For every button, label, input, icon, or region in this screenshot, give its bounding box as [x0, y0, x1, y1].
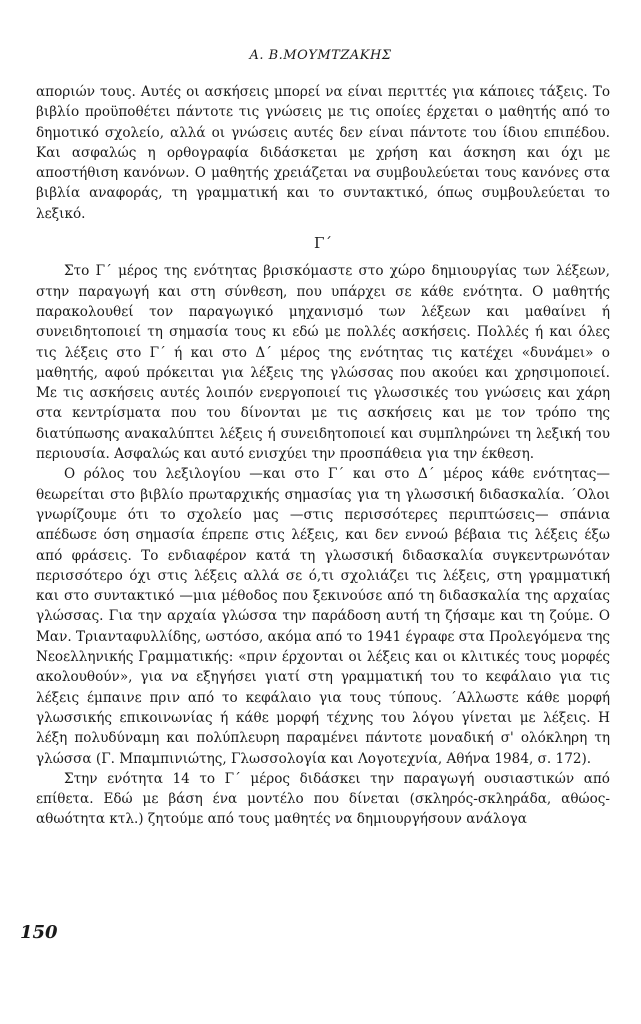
- page-number: 150: [20, 922, 58, 943]
- paragraph-3: Ο ρόλος του λεξιλογίου —και στο Γ΄ και στο Δ΄ μέρος κάθε ενότητας— θεωρείται στο βιβλίο πρωταρχικής σημασίας για τη γλωσσική διδασκαλία. ΄Ολοι γνωρίζουμε ότι το σχολείο μας —στις περισσότερες περιπτώσεις— σπάνια απέδωσε όση σημασία έπρεπε στις λέξεις, και δεν εννοώ βέβαια τις λέξεις έξω από φράσεις. Το ενδιαφέρον κατά τη γλωσσική διδασκαλία συγκεντρωνόταν περισσότερο όχι στις λέξεις αλλά σε ό,τι σχολιάζει τις λέξεις, στη γραμματική και στο συντακτικό —μια μέθοδος που ξεκινούσε από τη διδασκαλία της αρχαίας γλώσσας. Για την αρχαία γλώσσα την παράδοση αυτή τη ζήσαμε και τη ζούμε. Ο Μαν. Τριανταφυλλίδης, ωστόσο, ακόμα από το 1941 έγραφε στα Προλεγόμενα της Νεοελληνικής Γραμματικής: «πριν έρχονται οι λέξεις και οι κλιτικές τους μορφές ακολουθούν», για να εξηγήσει γιατί στη γραμματική του το κεφάλαιο για τις λέξεις έμπαινε πριν από το κεφάλαιο για τους τύπους. ΄Αλλωστε κάθε μορφή γλωσσικής επικοινωνίας ή κάθε μορφή τέχνης του λόγου γίνεται με λέξεις. Η λέξη πολυδύναμη και πολύπλευρη παραμένει πάντοτε μοναδική σ' ολόκληρη τη γλώσσα (Γ. Μπαμπινιώτης, Γλωσσολογία και Λογοτεχνία, Αθήνα 1984, σ. 172).: [36, 466, 610, 767]
- body-text: [36, 82, 610, 830]
- paragraph-2: Στο Γ΄ μέρος της ενότητας βρισκόμαστε στο χώρο δημιουργίας των λέξεων, στην παραγωγή και στη σύνθεση, που υπάρχει σε κάθε ενότητα. Ο μαθητής παρακολουθεί τον παραγωγικό μηχανισμό των λέξεων και μαθαίνει ή συνειδητοποιεί τη σημασία τους κι εδώ με πολλές ασκήσεις. Πολλές ή και όλες τις λέξεις στο Γ΄ ή και στο Δ΄ μέρος της ενότητας τις κατέχει «δυνάμει» ο μαθητής, αφού πρόκειται για λέξεις της γλώσσας που ακούει και χρησιμοποιεί. Με τις ασκήσεις αυτές λοιπόν ενεργοποιεί τις γλωσσικές του γνώσεις και χάρη στα κεντρίσματα που του δίνονται με τις ασκήσεις και με τον τρόπο της διατύπωσης ανακαλύπτει λέξεις ή συνειδητοποιεί και συμπληρώνει τη λεξική του περιουσία. Ασφαλώς και αυτό ενισχύει την προσπάθεια για την έκθεση.: [36, 263, 610, 463]
- section-heading: Γ΄: [314, 234, 332, 253]
- running-header: Α. Β.ΜΟΥΜΤΖΑΚΗΣ: [249, 48, 392, 63]
- paragraph-4: Στην ενότητα 14 το Γ΄ μέρος διδάσκει την παραγωγή ουσιαστικών από επίθετα. Εδώ με βάση ένα μοντέλο που δίνεται (σκληρός-σκληράδα, αθώος-αθωότητα κτλ.) ζητούμε από τους μαθητές να δημιουργήσουν ανάλογα: [36, 770, 610, 828]
- paragraph-1: αποριών τους. Αυτές οι ασκήσεις μπορεί να είναι περιττές για κάποιες τάξεις. Το βιβλίο προϋποθέτει πάντοτε τις γνώσεις με τις οποίες έρχεται ο μαθητής από το δημοτικό σχολείο, αλλά οι γνώσεις αυτές δεν είναι πάντοτε του ίδιου επιπέδου. Και ασφαλώς η ορθογραφία διδάσκεται με χρήση και άσκηση και όχι με αποστήθιση κανόνων. Ο μαθητής χρειάζεται να συμβουλεύεται τους κανόνες στα βιβλία αναφοράς, τη γραμματική και το συντακτικό, όπως συμβουλεύεται το λεξικό.: [36, 84, 610, 222]
